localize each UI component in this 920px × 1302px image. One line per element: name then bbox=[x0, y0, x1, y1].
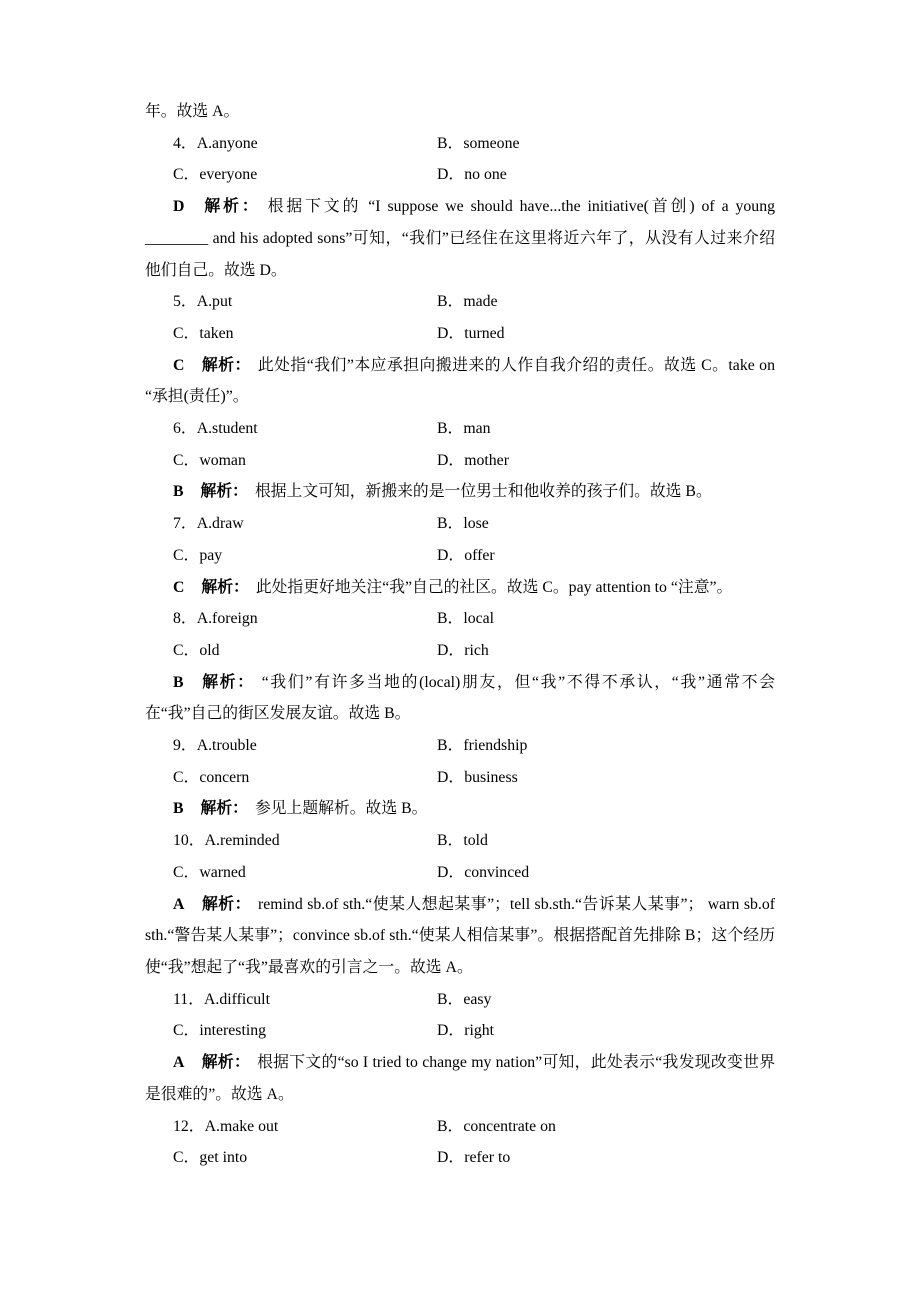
option-d: D．rich bbox=[437, 641, 489, 659]
option-b: B．local bbox=[437, 610, 495, 628]
options-row bbox=[145, 1142, 775, 1174]
question-block-7 bbox=[145, 508, 775, 603]
option-c: C．warned bbox=[173, 863, 246, 881]
option-b: B．man bbox=[437, 420, 491, 438]
question-block-4 bbox=[145, 128, 775, 287]
option-d: D．refer to bbox=[437, 1149, 511, 1167]
jiexi-label: 解析： bbox=[201, 578, 249, 596]
explanation bbox=[145, 476, 775, 508]
question-block-11 bbox=[145, 984, 775, 1111]
explanation-text: 此处指“我们”本应承担向搬进来的人作自我介绍的责任。故选 C。take on “承担(责任)”。 bbox=[145, 356, 775, 406]
options-row bbox=[145, 508, 775, 540]
options-row bbox=[145, 984, 775, 1016]
options-row bbox=[145, 730, 775, 762]
jiexi-label: 解析： bbox=[200, 483, 248, 501]
option-c: C．taken bbox=[173, 324, 234, 342]
carryover-text: 年。故选 A。 bbox=[145, 103, 240, 120]
options-row bbox=[145, 159, 775, 191]
jiexi-label: 解析： bbox=[201, 1054, 251, 1072]
question-block-8 bbox=[145, 603, 775, 730]
answer-letter: A bbox=[173, 1054, 185, 1072]
explanation-text: 根据下文的“so I tried to change my nation”可知，此处表示“我发现改变世界是很难的”。故选 A。 bbox=[145, 1054, 775, 1103]
answer-letter: D bbox=[173, 198, 185, 216]
option-d: D．no one bbox=[437, 166, 507, 184]
question-block-10 bbox=[145, 825, 775, 984]
option-b: B．friendship bbox=[437, 737, 528, 755]
option-c: C．pay bbox=[173, 546, 223, 564]
explanation bbox=[145, 572, 775, 604]
option-a: 12．A.make out bbox=[173, 1117, 279, 1135]
answer-letter: B bbox=[173, 800, 184, 818]
option-d: D．business bbox=[437, 768, 518, 786]
option-a: 5．A.put bbox=[173, 293, 233, 311]
option-b: B．someone bbox=[437, 134, 520, 152]
option-a: 6．A.student bbox=[173, 420, 258, 438]
option-b: B．made bbox=[437, 293, 498, 311]
question-block-12 bbox=[145, 1111, 775, 1174]
option-c: C．get into bbox=[173, 1149, 248, 1167]
options-row bbox=[145, 318, 775, 350]
option-b: B．easy bbox=[437, 990, 492, 1008]
question-block-9 bbox=[145, 730, 775, 825]
options-row bbox=[145, 603, 775, 635]
options-row bbox=[145, 635, 775, 667]
options-row bbox=[145, 825, 775, 857]
option-d: D．convinced bbox=[437, 863, 530, 881]
option-a: 7．A.draw bbox=[173, 515, 244, 533]
option-d: D．offer bbox=[437, 546, 495, 564]
jiexi-label: 解析： bbox=[201, 198, 261, 216]
option-d: D．mother bbox=[437, 451, 509, 469]
option-a: 8．A.foreign bbox=[173, 610, 258, 628]
option-d: D．turned bbox=[437, 324, 505, 342]
answer-letter: B bbox=[173, 673, 184, 691]
jiexi-label: 解析： bbox=[201, 895, 251, 913]
explanation bbox=[145, 350, 775, 413]
jiexi-label: 解析： bbox=[200, 673, 255, 691]
explanation-text: remind sb.of sth.“使某人想起某事”；tell sb.sth.“告诉某人某事”； warn sb.of sth.“警告某人某事”；convince sb.of sth.“使某人相信某事”。根据搭配首先排除 B；这个经历使“我”想起了“我”最喜欢的引言之一。故选 A。 bbox=[145, 895, 775, 976]
explanation bbox=[145, 667, 775, 730]
option-c: C．everyone bbox=[173, 166, 258, 184]
explanation bbox=[145, 1047, 775, 1110]
explanation-text: 此处指更好地关注“我”自己的社区。故选 C。pay attention to “注意”。 bbox=[255, 578, 733, 596]
jiexi-label: 解析： bbox=[200, 800, 248, 818]
explanation-text: 根据下文的 “I suppose we should have...the initiative(首创) of a young ________ and his adopted sons”可知，“我们”已经住在这里将近六年了，从没有人过来介绍他们自己。故选 D。 bbox=[145, 198, 775, 279]
option-c: C．woman bbox=[173, 451, 246, 469]
options-row bbox=[145, 445, 775, 477]
option-a: 9．A.trouble bbox=[173, 737, 257, 755]
options-row bbox=[145, 540, 775, 572]
options-row bbox=[145, 1015, 775, 1047]
option-d: D．right bbox=[437, 1022, 495, 1040]
explanation bbox=[145, 793, 775, 825]
option-c: C．old bbox=[173, 641, 220, 659]
options-row bbox=[145, 286, 775, 318]
option-a: 11．A.difficult bbox=[173, 990, 270, 1008]
answer-letter: B bbox=[173, 483, 184, 501]
explanation bbox=[145, 191, 775, 286]
options-row bbox=[145, 128, 775, 160]
option-b: B．concentrate on bbox=[437, 1117, 556, 1135]
option-b: B．told bbox=[437, 832, 488, 850]
explanation-text: “我们”有许多当地的(local)朋友，但“我”不得不承认，“我”通常不会在“我”自己的街区发展友谊。故选 B。 bbox=[145, 673, 775, 723]
question-block-5 bbox=[145, 286, 775, 413]
answer-letter: A bbox=[173, 895, 185, 913]
options-row bbox=[145, 762, 775, 794]
jiexi-label: 解析： bbox=[201, 356, 251, 374]
option-b: B．lose bbox=[437, 515, 489, 533]
option-a: 4．A.anyone bbox=[173, 134, 258, 152]
option-c: C．interesting bbox=[173, 1022, 267, 1040]
explanation bbox=[145, 889, 775, 984]
options-row bbox=[145, 1111, 775, 1143]
options-row bbox=[145, 857, 775, 889]
answer-letter: C bbox=[173, 356, 185, 374]
answer-letter: C bbox=[173, 578, 185, 596]
explanation-text: 参见上题解析。故选 B。 bbox=[254, 800, 428, 818]
question-block-6 bbox=[145, 413, 775, 508]
option-c: C．concern bbox=[173, 768, 250, 786]
options-row bbox=[145, 413, 775, 445]
explanation-text: 根据上文可知，新搬来的是一位男士和他收养的孩子们。故选 B。 bbox=[254, 483, 712, 501]
option-a: 10．A.reminded bbox=[173, 832, 280, 850]
